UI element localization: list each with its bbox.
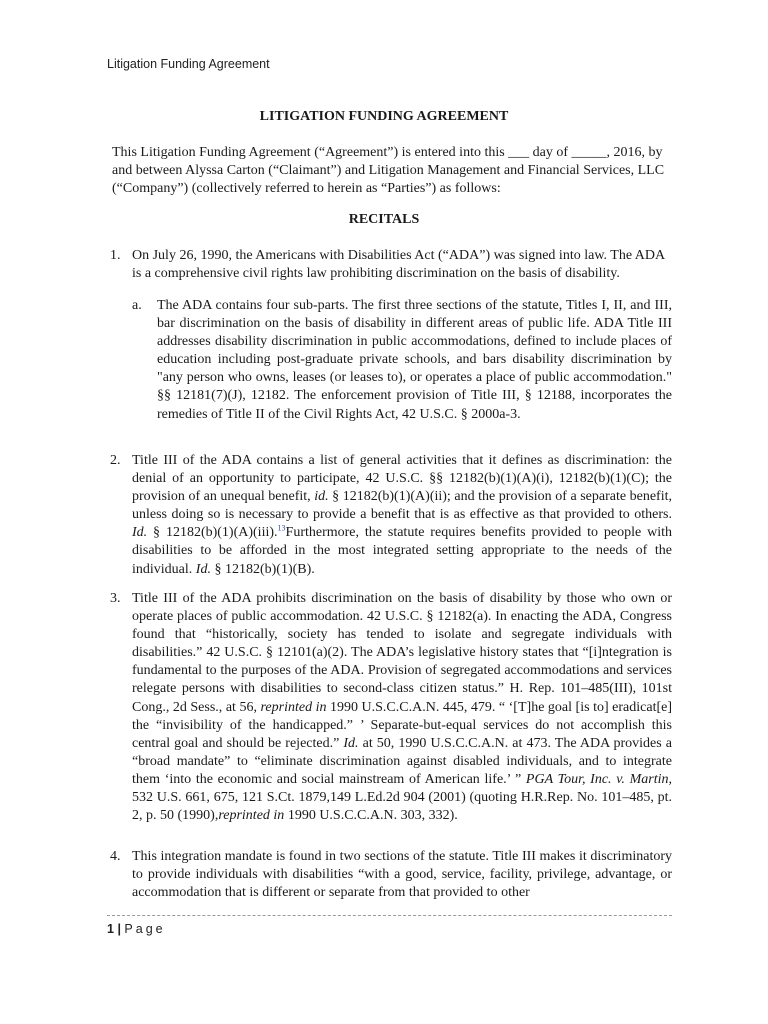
item-number: 2. bbox=[110, 453, 121, 468]
page-number: 1 bbox=[107, 922, 114, 936]
item-4-text: This integration mandate is found in two sections of the statute. Title III makes it discriminatory to provide individuals with disabilities “with a good, service, facility, privilege, advantage, or accommodation that is different or separate from that provided to other bbox=[132, 849, 672, 901]
item-letter: a. bbox=[132, 298, 142, 313]
footnote-link[interactable]: 13 bbox=[277, 523, 286, 533]
item-number: 4. bbox=[110, 849, 121, 864]
footer-divider bbox=[107, 915, 672, 916]
item-2-text: Title III of the ADA contains a list of general activities that it defines as discrimination: the denial of an opportunity to participate, 42 U.S.C. §§ 12182(b)(1)(A)(i), 12182(b)(1)(C); the provision of an unequal benefit, id. § 12182(b)(1)(A)(ii); and the provision of a separate benefit, unless doing so is necessary to provide a benefit that is as effective as that provided to others. Id. § 12182(b)(1)(A)(iii).$^{13}$Furthermore, the statute requires benefits provided to people with disabilities to be afforded in the most integrated setting appropriate to the needs of the individual. Id. § 12182(b)(1)(B). bbox=[132, 453, 673, 577]
page-separator: | bbox=[117, 922, 121, 936]
running-header: Litigation Funding Agreement bbox=[107, 57, 270, 71]
item-number: 1. bbox=[110, 248, 121, 263]
page-footer bbox=[107, 922, 166, 936]
item-1-text: On July 26, 1990, the Americans with Disabilities Act (“ADA”) was signed into law. The ADA is a comprehensive civil rights law prohibiting discrimination on the basis of disability. bbox=[132, 248, 665, 282]
intro-paragraph: This Litigation Funding Agreement (“Agreement”) is entered into this ___ day of _____, 2016, by and between Alyssa Carton (“Claimant”) and Litigation Management and Financial Services, LLC (“Company”) (collectively referred to herein as “Parties”) as follows: bbox=[112, 145, 665, 197]
recitals-heading: RECITALS bbox=[348, 212, 420, 227]
item-3-text: Title III of the ADA prohibits discrimination on the basis of disability by those who own or operate places of public accommodation. 42 U.S.C. § 12182(a). In enacting the ADA, Congress found that “historically, society has tended to isolate and segregate individuals with disabilities.” 42 U.S.C. § 12101(a)(2). The ADA’s legislative history states that “[i]ntegration is fundamental to the purposes of the ADA. Provision of segregated accommodations and services relegate persons with disabilities to second-class citizen status.” H. Rep. 101–485(III), 101st Cong., 2d Sess., at 56, reprinted in 1990 U.S.C.C.A.N. 445, 479. “ ‘[T]he goal [is to] eradicat[e] the “invisibility of the handicapped.” ’ Separate-but-equal services do not accomplish this central goal and should be rejected.” Id. at 50, 1990 U.S.C.C.A.N. at 473. The ADA provides a “broad mandate” to “eliminate discrimination against disabled individuals, and to integrate them ‘into the economic and social mainstream of American life.’ ” PGA Tour, Inc. v. Martin, 532 U.S. 661, 675, 121 S.Ct. 1879,149 L.Ed.2d 904 (2001) (quoting H.R.Rep. No. 101–485, pt. 2, p. 50 (1990),reprinted in 1990 U.S.C.C.A.N. 303, 332). bbox=[132, 591, 672, 824]
item-number: 3. bbox=[110, 591, 121, 606]
item-a-text: The ADA contains four sub-parts. The first three sections of the statute, Titles I, II, and III, bar discrimination on the basis of disability in different areas of public life. ADA Title III addresses disability discrimination in public accommodations, defined to include places of education including post-graduate private schools, and bars disability discrimination by "any person who owns, leases (or leases to), or operates a place of public accommodation." §§ 12181(7)(J), 12182. The enforcement provision of Title III, § 12188, incorporates the remedies of Title II of the Civil Rights Act, 42 U.S.C. § 2000a-3. bbox=[157, 298, 672, 422]
page-label: Page bbox=[124, 922, 166, 936]
document-title: LITIGATION FUNDING AGREEMENT bbox=[259, 109, 509, 124]
